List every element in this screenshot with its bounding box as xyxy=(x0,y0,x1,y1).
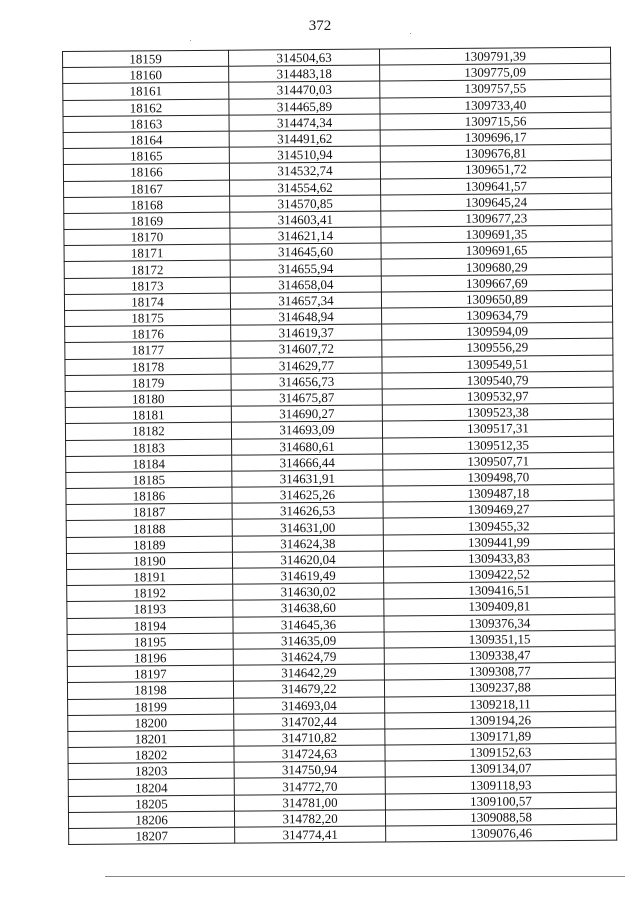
point-number-cell: 18197 xyxy=(67,665,233,682)
point-number-cell: 18190 xyxy=(66,552,232,569)
x-coordinate-cell: 314491,62 xyxy=(229,130,380,147)
y-coordinate-cell: 1309556,29 xyxy=(382,339,613,357)
point-number-cell: 18171 xyxy=(64,244,230,261)
x-coordinate-cell: 314570,85 xyxy=(230,195,381,212)
y-coordinate-cell: 1309696,17 xyxy=(380,128,611,146)
point-number-cell: 18175 xyxy=(65,309,231,326)
x-coordinate-cell: 314554,62 xyxy=(230,179,381,196)
point-number-cell: 18164 xyxy=(63,131,229,148)
y-coordinate-cell: 1309308,77 xyxy=(384,662,615,680)
x-coordinate-cell: 314655,94 xyxy=(230,259,381,276)
x-coordinate-cell: 314675,87 xyxy=(231,389,382,406)
y-coordinate-cell: 1309134,07 xyxy=(385,759,616,777)
y-coordinate-cell: 1309775,09 xyxy=(380,63,611,81)
x-coordinate-cell: 314470,03 xyxy=(229,81,380,98)
point-number-cell: 18177 xyxy=(65,342,231,359)
x-coordinate-cell: 314510,94 xyxy=(229,146,380,163)
y-coordinate-cell: 1309351,15 xyxy=(384,630,615,648)
y-coordinate-cell: 1309194,26 xyxy=(385,711,616,729)
y-coordinate-cell: 1309733,40 xyxy=(380,96,611,114)
y-coordinate-cell: 1309498,70 xyxy=(383,468,614,486)
point-number-cell: 18206 xyxy=(68,811,234,828)
x-coordinate-cell: 314680,61 xyxy=(232,437,383,454)
point-number-cell: 18185 xyxy=(66,471,232,488)
y-coordinate-cell: 1309433,83 xyxy=(383,549,614,567)
x-coordinate-cell: 314625,26 xyxy=(232,486,383,503)
y-coordinate-cell: 1309645,24 xyxy=(381,193,612,211)
y-coordinate-cell: 1309118,93 xyxy=(385,776,616,794)
y-coordinate-cell: 1309517,31 xyxy=(382,419,613,437)
point-number-cell: 18182 xyxy=(65,422,231,439)
table-row xyxy=(69,824,617,844)
point-number-cell: 18169 xyxy=(64,212,230,229)
x-coordinate-cell: 314645,36 xyxy=(233,616,384,633)
y-coordinate-cell: 1309338,47 xyxy=(384,646,615,664)
y-coordinate-cell: 1309680,29 xyxy=(381,258,612,276)
point-number-cell: 18201 xyxy=(68,730,234,747)
point-number-cell: 18205 xyxy=(68,795,234,812)
point-number-cell: 18174 xyxy=(64,293,230,310)
y-coordinate-cell: 1309676,81 xyxy=(380,144,611,162)
y-coordinate-cell: 1309416,51 xyxy=(384,581,615,599)
point-number-cell: 18160 xyxy=(63,66,229,83)
y-coordinate-cell: 1309487,18 xyxy=(383,484,614,502)
x-coordinate-cell: 314781,00 xyxy=(234,794,385,811)
y-coordinate-cell: 1309667,69 xyxy=(381,274,612,292)
y-coordinate-cell: 1309757,55 xyxy=(380,80,611,98)
x-coordinate-cell: 314504,63 xyxy=(228,49,379,66)
point-number-cell: 18168 xyxy=(64,196,230,213)
point-number-cell: 18163 xyxy=(63,115,229,132)
point-number-cell: 18170 xyxy=(64,228,230,245)
y-coordinate-cell: 1309634,79 xyxy=(382,306,613,324)
y-coordinate-cell: 1309540,79 xyxy=(382,371,613,389)
x-coordinate-cell: 314642,29 xyxy=(233,664,384,681)
y-coordinate-cell: 1309641,57 xyxy=(381,177,612,195)
x-coordinate-cell: 314624,79 xyxy=(233,648,384,665)
point-number-cell: 18159 xyxy=(63,50,229,67)
x-coordinate-cell: 314710,82 xyxy=(234,729,385,746)
x-coordinate-cell: 314782,20 xyxy=(234,810,385,827)
x-coordinate-cell: 314693,04 xyxy=(234,696,385,713)
point-number-cell: 18186 xyxy=(66,487,232,504)
x-coordinate-cell: 314656,73 xyxy=(231,373,382,390)
x-coordinate-cell: 314619,49 xyxy=(233,567,384,584)
x-coordinate-cell: 314483,18 xyxy=(229,65,380,82)
y-coordinate-cell: 1309677,23 xyxy=(381,209,612,227)
point-number-cell: 18193 xyxy=(67,601,233,618)
bottom-rule xyxy=(105,876,625,877)
x-coordinate-cell: 314774,41 xyxy=(235,826,386,843)
x-coordinate-cell: 314631,00 xyxy=(232,518,383,535)
point-number-cell: 18204 xyxy=(68,779,234,796)
x-coordinate-cell: 314724,63 xyxy=(234,745,385,762)
x-coordinate-cell: 314619,37 xyxy=(231,324,382,341)
y-coordinate-cell: 1309651,72 xyxy=(380,161,611,179)
point-number-cell: 18172 xyxy=(64,261,230,278)
point-number-cell: 18173 xyxy=(64,277,230,294)
x-coordinate-cell: 314621,14 xyxy=(230,227,381,244)
point-number-cell: 18180 xyxy=(65,390,231,407)
x-coordinate-cell: 314635,09 xyxy=(233,632,384,649)
point-number-cell: 18188 xyxy=(66,520,232,537)
scan-speck xyxy=(190,40,191,41)
x-coordinate-cell: 314645,60 xyxy=(230,243,381,260)
y-coordinate-cell: 1309512,35 xyxy=(383,436,614,454)
point-number-cell: 18195 xyxy=(67,633,233,650)
point-number-cell: 18192 xyxy=(67,584,233,601)
y-coordinate-cell: 1309523,38 xyxy=(382,403,613,421)
coordinates-table xyxy=(62,47,617,845)
y-coordinate-cell: 1309691,35 xyxy=(381,225,612,243)
x-coordinate-cell: 314624,38 xyxy=(232,535,383,552)
point-number-cell: 18187 xyxy=(66,503,232,520)
point-number-cell: 18167 xyxy=(64,180,230,197)
x-coordinate-cell: 314658,04 xyxy=(230,276,381,293)
x-coordinate-cell: 314631,91 xyxy=(232,470,383,487)
x-coordinate-cell: 314772,70 xyxy=(234,777,385,794)
point-number-cell: 18200 xyxy=(68,714,234,731)
scan-speck xyxy=(410,33,411,34)
point-number-cell: 18199 xyxy=(68,698,234,715)
x-coordinate-cell: 314465,89 xyxy=(229,98,380,115)
point-number-cell: 18203 xyxy=(68,762,234,779)
x-coordinate-cell: 314666,44 xyxy=(232,454,383,471)
x-coordinate-cell: 314638,60 xyxy=(233,599,384,616)
y-coordinate-cell: 1309455,32 xyxy=(383,517,614,535)
y-coordinate-cell: 1309715,56 xyxy=(380,112,611,130)
y-coordinate-cell: 1309650,89 xyxy=(381,290,612,308)
y-coordinate-cell: 1309152,63 xyxy=(385,743,616,761)
x-coordinate-cell: 314626,53 xyxy=(232,502,383,519)
page-number: 372 xyxy=(308,18,332,34)
point-number-cell: 18161 xyxy=(63,83,229,100)
y-coordinate-cell: 1309376,34 xyxy=(384,614,615,632)
x-coordinate-cell: 314532,74 xyxy=(229,162,380,179)
x-coordinate-cell: 314750,94 xyxy=(234,761,385,778)
y-coordinate-cell: 1309549,51 xyxy=(382,355,613,373)
x-coordinate-cell: 314702,44 xyxy=(234,713,385,730)
y-coordinate-cell: 1309691,65 xyxy=(381,241,612,259)
x-coordinate-cell: 314630,02 xyxy=(233,583,384,600)
y-coordinate-cell: 1309441,99 xyxy=(383,533,614,551)
point-number-cell: 18162 xyxy=(63,99,229,116)
point-number-cell: 18183 xyxy=(66,439,232,456)
x-coordinate-cell: 314679,22 xyxy=(233,680,384,697)
y-coordinate-cell: 1309218,11 xyxy=(385,695,616,713)
y-coordinate-cell: 1309791,39 xyxy=(379,47,610,65)
point-number-cell: 18166 xyxy=(63,164,229,181)
y-coordinate-cell: 1309594,09 xyxy=(382,322,613,340)
x-coordinate-cell: 314474,34 xyxy=(229,114,380,131)
coordinates-table-body xyxy=(63,47,617,844)
x-coordinate-cell: 314629,77 xyxy=(231,357,382,374)
x-coordinate-cell: 314607,72 xyxy=(231,340,382,357)
point-number-cell: 18176 xyxy=(65,325,231,342)
x-coordinate-cell: 314693,09 xyxy=(231,421,382,438)
point-number-cell: 18165 xyxy=(63,147,229,164)
point-number-cell: 18179 xyxy=(65,374,231,391)
y-coordinate-cell: 1309237,88 xyxy=(384,678,615,696)
point-number-cell: 18198 xyxy=(67,681,233,698)
point-number-cell: 18178 xyxy=(65,358,231,375)
point-number-cell: 18189 xyxy=(66,536,232,553)
x-coordinate-cell: 314620,04 xyxy=(232,551,383,568)
y-coordinate-cell: 1309088,58 xyxy=(385,808,616,826)
y-coordinate-cell: 1309422,52 xyxy=(384,565,615,583)
point-number-cell: 18196 xyxy=(67,649,233,666)
y-coordinate-cell: 1309409,81 xyxy=(384,598,615,616)
point-number-cell: 18202 xyxy=(68,746,234,763)
y-coordinate-cell: 1309076,46 xyxy=(386,824,617,842)
y-coordinate-cell: 1309469,27 xyxy=(383,500,614,518)
x-coordinate-cell: 314690,27 xyxy=(231,405,382,422)
y-coordinate-cell: 1309532,97 xyxy=(382,387,613,405)
x-coordinate-cell: 314648,94 xyxy=(231,308,382,325)
y-coordinate-cell: 1309507,71 xyxy=(383,452,614,470)
x-coordinate-cell: 314603,41 xyxy=(230,211,381,228)
y-coordinate-cell: 1309171,89 xyxy=(385,727,616,745)
point-number-cell: 18207 xyxy=(69,827,235,844)
y-coordinate-cell: 1309100,57 xyxy=(385,792,616,810)
point-number-cell: 18194 xyxy=(67,617,233,634)
x-coordinate-cell: 314657,34 xyxy=(230,292,381,309)
point-number-cell: 18184 xyxy=(66,455,232,472)
point-number-cell: 18191 xyxy=(67,568,233,585)
point-number-cell: 18181 xyxy=(65,406,231,423)
